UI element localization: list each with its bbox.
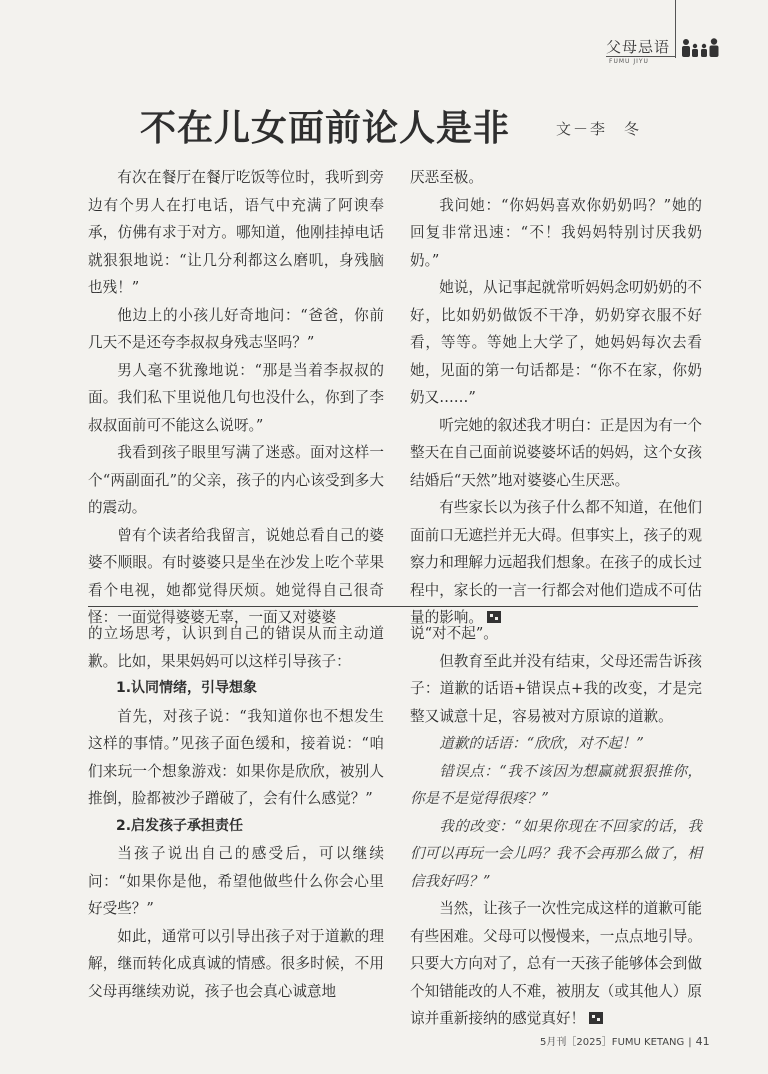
end-mark-icon [589,1012,603,1024]
paragraph: 当孩子说出自己的感受后，可以继续问：“如果你是他，希望他做些什么你会心里好受些？” [88,845,384,917]
paragraph: 听完她的叙述我才明白：正是因为有一个整天在自己面前说婆婆坏话的妈妈，这个女孩结婚后“天然”地对婆婆心生厌恶。 [410,416,702,489]
paragraph: 我看到孩子眼里写满了迷惑。面对这样一个“两副面孔”的父亲，孩子的内心该受到多大的震动。 [88,444,384,516]
article-title: 不在儿女面前论人是非 [140,108,511,149]
column-upper-left [88,164,384,632]
section-divider [88,606,698,607]
example-quote: 我的改变：“如果你现在不回家的话，我们可以再玩一会儿吗？我不会再那么做了，相信我好吗？” [410,817,702,890]
paragraph: 曾有个读者给我留言，说她总看自己的婆婆不顺眼。有时婆婆只是坐在沙发上吃个苹果看个电视，她都觉得厌烦。她觉得自己很奇怪：一面觉得婆婆无辜，一面又对婆婆 [88,526,384,626]
family-figures-icon [680,37,720,57]
page-number: 41 [695,1035,710,1048]
paragraph-continuation: 的立场思考，认识到自己的错误从而主动道歉。比如，果果妈妈可以这样引导孩子： [88,625,384,670]
section-title: 父母忌语 [606,38,671,56]
example-quote: 错误点：“我不该因为想赢就狠狠推你，你是不是觉得很疼？” [410,762,702,807]
paragraph: 他边上的小孩儿好奇地问：“爸爸，你前几天不是还夸李叔叔身残志坚吗？” [88,306,384,351]
column-upper-right [410,164,702,632]
paragraph: 首先，对孩子说：“我知道你也不想发生这样的事情。”见孩子面色缓和，接着说：“咱们来玩一个想象游戏：如果你是欣欣，被别人推倒，脸都被沙子蹭破了，会有什么感觉？” [88,707,384,807]
section-title-underline [606,56,676,57]
column-lower-left [88,620,384,1005]
paragraph-continuation: 说“对不起”。 [410,625,498,642]
page-footer [540,1033,710,1048]
article-author: 文－李 冬 [556,120,642,138]
paragraph-final [410,895,702,1033]
footer-separator: | [688,1037,692,1048]
section-subtitle: FUMU JIYU [609,58,649,65]
paragraph-continuation: 厌恶至极。 [410,169,483,186]
paragraph: 如此，通常可以引导出孩子对于道歉的理解，继而转化成真诚的情感。很多时候，不用父母再继续劝说，孩子也会真心诚意地 [88,927,384,1000]
paragraph: 她说，从记事起就常听妈妈念叨奶奶的不好，比如奶奶做饭不干净，奶奶穿衣服不好看，等等。等她上大学了，她妈妈每次去看她，见面的第一句话都是：“你不在家，你奶奶又……” [410,279,702,406]
paragraph: 男人毫不犹豫地说：“那是当着李叔叔的面。我们私下里说他几句也没什么，你到了李叔叔面前可不能这么说呀。” [88,361,384,434]
header-vertical-rule [675,0,676,58]
subheading: 2.启发孩子承担责任 [116,817,244,834]
paragraph: 我问她：“你妈妈喜欢你奶奶吗？”她的回复非常迅速：“不！我妈妈特别讨厌我奶奶。” [410,196,702,269]
paragraph-text: 有些家长以为孩子什么都不知道，在他们面前口无遮拦并无大碍。但事实上，孩子的观察力和理解力远超我们想象。在孩子的成长过程中，家长的一言一行都会对他们造成不可估量的影响。 [410,499,702,626]
issue-label: 5月刊［2025］FUMU KETANG [540,1037,685,1048]
column-lower-right [410,620,702,1033]
paragraph: 有次在餐厅在餐厅吃饭等位时，我听到旁边有个男人在打电话，语气中充满了阿谀奉承，仿佛有求于对方。哪知道，他刚挂掉电话就狠狠地说：“让几分利都这么磨叽，身残脑也残！” [88,169,384,296]
paragraph: 但教育至此并没有结束，父母还需告诉孩子：道歉的话语+错误点+我的改变，才是完整又诚意十足，容易被对方原谅的道歉。 [410,652,702,725]
subheading: 1.认同情绪，引导想象 [116,680,258,696]
example-quote: 道歉的话语：“欣欣，对不起！” [439,735,644,752]
paragraph-final [410,494,702,632]
paragraph-text: 当然，让孩子一次性完成这样的道歉可能有些困难。父母可以慢慢来，一点点地引导。只要大方向对了，总有一天孩子能够体会到做个知错能改的人不难，被朋友（或其他人）原谅并重新接纳的感觉真好！ [410,900,702,1027]
